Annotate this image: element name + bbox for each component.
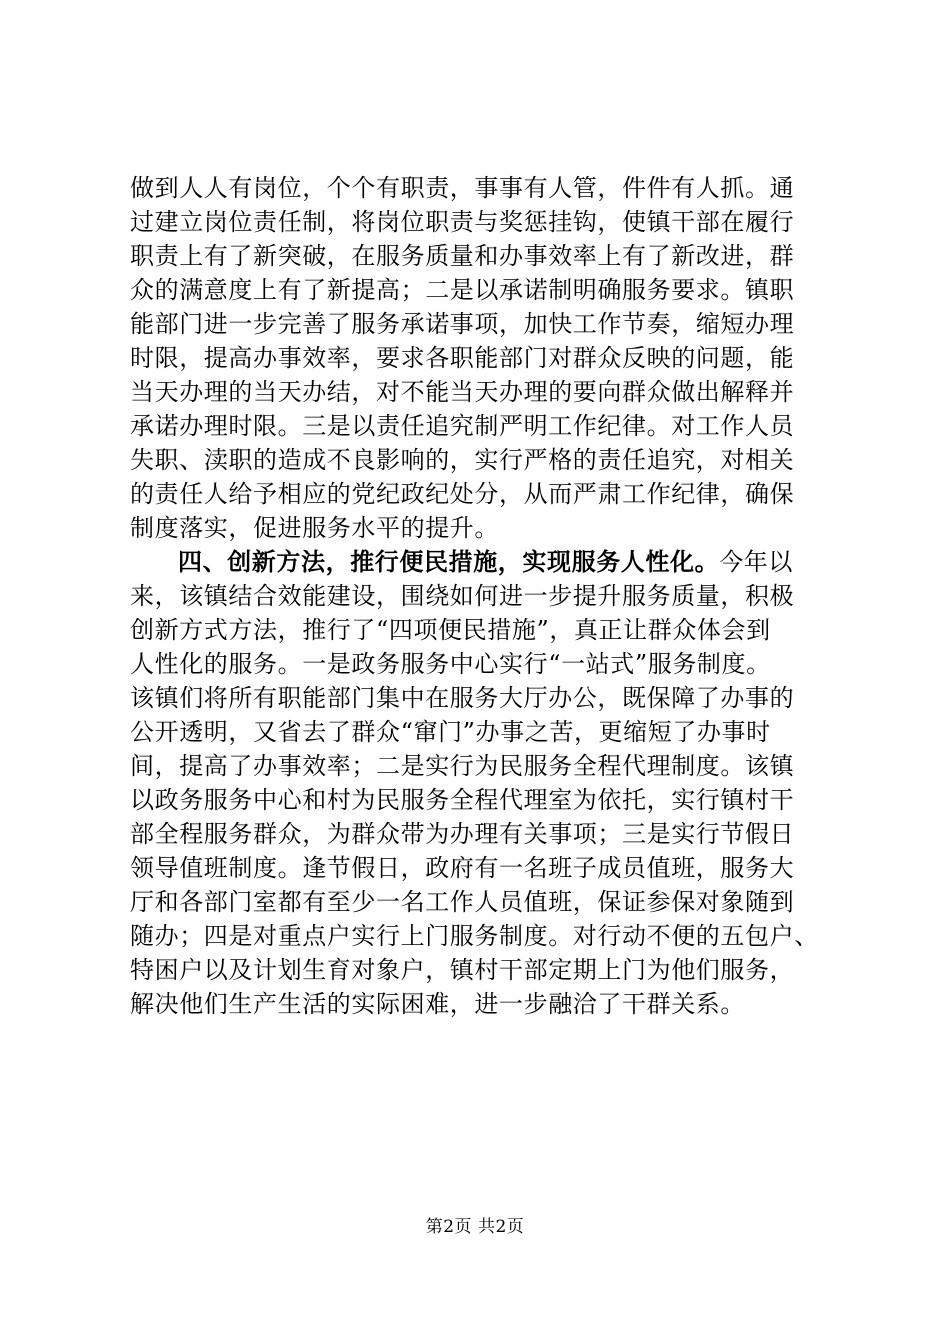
text-line: 特困户以及计划生育对象户，镇村干部定期上门为他们服务，: [130, 956, 795, 984]
text-line: 制度落实，促进服务水平的提升。: [130, 514, 499, 542]
text-line: 的责任人给予相应的党纪政纪处分，从而严肃工作纪律，确保: [130, 480, 795, 508]
text-line: 领导值班制度。逢节假日，政府有一名班子成员值班，服务大: [130, 854, 795, 882]
text-line: 失职、渎职的造成不良影响的，实行严格的责任追究，对相关: [130, 446, 795, 474]
text-line: 以政务服务中心和村为民服务全程代理室为依托，实行镇村干: [130, 786, 795, 814]
document-body: [130, 171, 830, 1021]
page-footer: 第2页 共2页: [425, 1217, 525, 1237]
text-line: 该镇们将所有职能部门集中在服务大厅办公，既保障了办事的: [130, 684, 795, 712]
text-line: 解决他们生产生活的实际困难，进一步融洽了干群关系。: [130, 990, 745, 1018]
text-line: 部全程服务群众，为群众带为办理有关事项；三是实行节假日: [130, 820, 795, 848]
text-line: 创新方式方法，推行了“四项便民措施”，真正让群众体会到: [130, 616, 771, 644]
text-line: 过建立岗位责任制，将岗位职责与奖惩挂钩，使镇干部在履行: [130, 208, 795, 236]
text-line: 人性化的服务。一是政务服务中心实行“一站式”服务制度。: [130, 650, 771, 678]
text-line: 能部门进一步完善了服务承诺事项，加快工作节奏，缩短办理: [130, 310, 795, 338]
section-4-first-line: [130, 545, 830, 579]
text-line: 当天办理的当天办结，对不能当天办理的要向群众做出解释并: [130, 378, 795, 406]
text-line: 厅和各部门室都有至少一名工作人员值班，保证参保对象随到: [130, 888, 795, 916]
text-line: 职责上有了新突破，在服务质量和办事效率上有了新改进，群: [130, 242, 795, 270]
text-line: 来，该镇结合效能建设，围绕如何进一步提升服务质量，积极: [130, 582, 795, 610]
text-line: 承诺办理时限。三是以责任追究制严明工作纪律。对工作人员: [130, 412, 795, 440]
text-line: 间，提高了办事效率；二是实行为民服务全程代理制度。该镇: [130, 752, 795, 780]
text-line: 众的满意度上有了新提高；二是以承诺制明确服务要求。镇职: [130, 276, 795, 304]
section-4-heading: 四、创新方法，推行便民措施，实现服务人性化。: [178, 547, 720, 576]
section-4-lead-text: 今年以: [719, 548, 794, 576]
text-line: 时限，提高办事效率，要求各职能部门对群众反映的问题，能: [130, 344, 795, 372]
text-line: 随办；四是对重点户实行上门服务制度。对行动不便的五包户、: [130, 922, 819, 950]
text-line: 公开透明，又省去了群众“窜门”办事之苦，更缩短了办事时: [130, 718, 771, 746]
text-line: 做到人人有岗位，个个有职责，事事有人管，件件有人抓。通: [130, 174, 795, 202]
